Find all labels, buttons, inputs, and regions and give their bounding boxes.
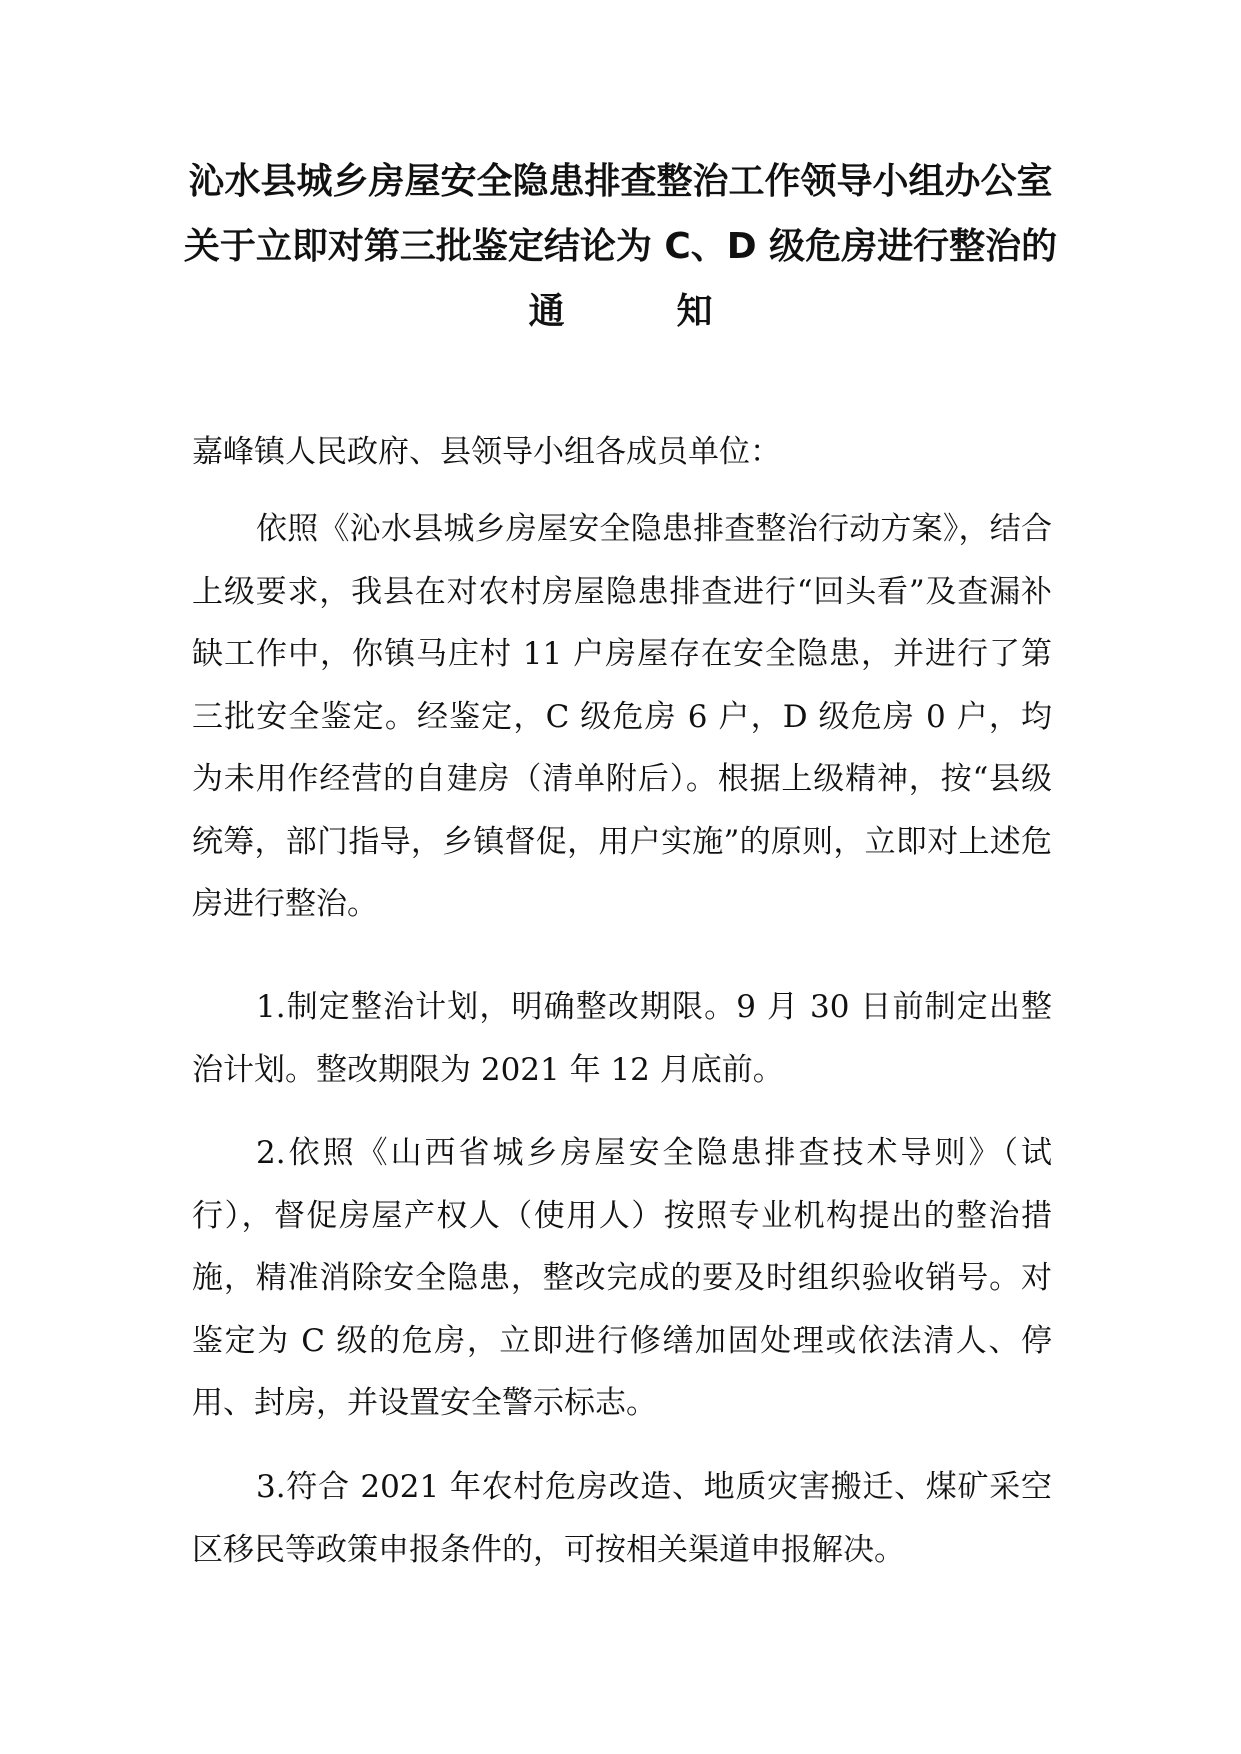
paragraph-text: 1.制定整治计划，明确整改期限。9 月 30 日前制定出整治计划。整改期限为 2021 年 12 月底前。 — [192, 989, 1052, 1088]
salutation: 嘉峰镇人民政府、县领导小组各成员单位： — [192, 434, 781, 470]
paragraph-intro — [192, 498, 1052, 936]
title-line-2: 关于立即对第三批鉴定结论为 C、D 级危房进行整治的 — [183, 226, 1058, 267]
title-word-zhi: 知 — [676, 291, 713, 332]
paragraph-item-2 — [192, 1122, 1052, 1435]
title-word-tong: 通 — [528, 291, 565, 332]
title-line-1: 沁水县城乡房屋安全隐患排查整治工作领导小组办公室 — [188, 161, 1053, 202]
paragraph-text: 2.依照《山西省城乡房屋安全隐患排查技术导则》（试行），督促房屋产权人（使用人）按照专业机构提出的整治措施，精准消除安全隐患，整改完成的要及时组织验收销号。对鉴定为 C 级的危房，立即进行修缮加固处理或依法清人、停用、封房，并设置安全警示标志。 — [192, 1135, 1052, 1421]
paragraph-text: 依照《沁水县城乡房屋安全隐患排查整治行动方案》，结合上级要求，我县在对农村房屋隐患排查进行“回头看”及查漏补缺工作中，你镇马庄村 11 户房屋存在安全隐患，并进行了第三批安全鉴定。经鉴定，C 级危房 6 户，D 级危房 0 户，均为未用作经营的自建房（清单附后）。根据上级精神，按“县级统筹，部门指导，乡镇督促，用户实施”的原则，立即对上述危房进行整治。 — [192, 511, 1052, 922]
paragraph-item-3 — [192, 1456, 1052, 1581]
title-line-3 — [0, 292, 1241, 332]
paragraph-item-1 — [192, 976, 1052, 1101]
paragraph-text: 3.符合 2021 年农村危房改造、地质灾害搬迁、煤矿采空区移民等政策申报条件的，可按相关渠道申报解决。 — [192, 1469, 1052, 1568]
